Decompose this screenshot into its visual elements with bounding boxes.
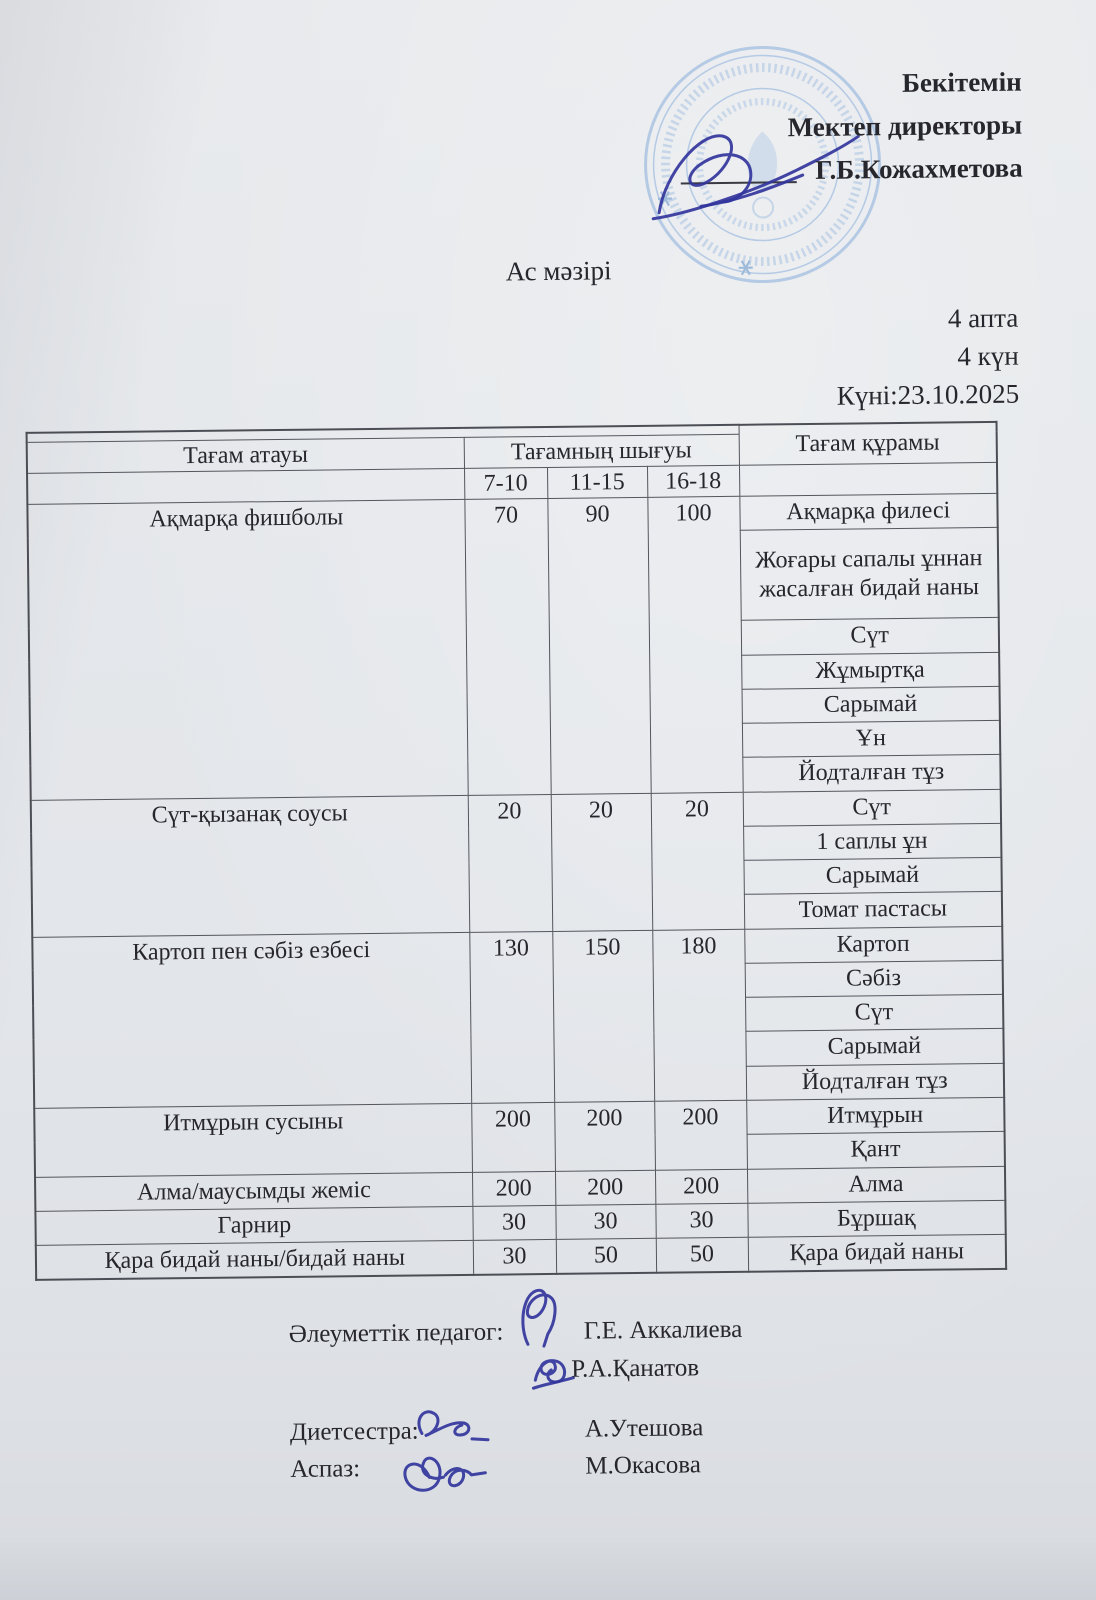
ingredient-cell: Итмұрын (746, 1097, 1004, 1134)
ingredient-cell: Қара бидай наны (748, 1234, 1006, 1272)
menu-table (26, 421, 1008, 1281)
portion-cell: 200 (555, 1170, 655, 1205)
date-label: Күні:23.10.2025 (836, 378, 1020, 411)
portion-cell: 30 (555, 1204, 655, 1239)
portion-cell: 70 (464, 498, 550, 795)
header-age-group: 16-18 (647, 465, 739, 497)
ingredient-cell: 1 саплы ұн (743, 823, 1001, 860)
portion-cell: 20 (651, 792, 745, 930)
header-yield: Тағамның шығуы (464, 434, 739, 468)
ingredient-cell: Жоғары сапалы ұннан жасалған бидай наны (740, 528, 999, 621)
social-pedagog-label: Әлеуметтік педагог: (288, 1318, 504, 1348)
diet-nurse-name: А.Утешова (584, 1414, 704, 1443)
portion-cell: 200 (654, 1100, 747, 1170)
portion-cell: 20 (551, 793, 653, 931)
dish-name-cell: Қара бидай наны/бидай наны (36, 1240, 473, 1280)
portion-cell: 50 (656, 1237, 748, 1273)
portion-cell: 50 (556, 1238, 656, 1274)
portion-cell: 150 (552, 930, 654, 1102)
ingredient-cell: Сарымай (745, 1029, 1003, 1066)
portion-cell: 30 (655, 1203, 747, 1238)
portion-cell: 100 (647, 496, 742, 793)
cook-name: М.Окасова (585, 1451, 702, 1480)
ingredient-cell: Бұршақ (747, 1200, 1005, 1237)
header-composition: Тағам құрамы (739, 422, 997, 465)
portion-cell: 130 (469, 931, 554, 1103)
ingredient-cell: Сарымай (743, 857, 1001, 894)
social-pedagog-signature (515, 1284, 564, 1349)
portion-cell: 180 (652, 929, 746, 1101)
portion-cell: 200 (472, 1171, 555, 1206)
ingredient-cell: Картоп (744, 926, 1002, 963)
week-label: 4 апта (947, 302, 1019, 334)
dish-name-cell: Алма/маусымды жеміс (35, 1172, 472, 1211)
dish-name-cell: Сүт-қызанақ соусы (31, 795, 470, 937)
portion-cell: 90 (547, 497, 650, 794)
social-pedagog-name-2: Р.А.Қанатов (571, 1354, 700, 1383)
ingredient-cell: Сүт (743, 789, 1001, 826)
social-pedagog-signature-2 (531, 1350, 575, 1394)
social-pedagog-name: Г.Е. Аккалиева (583, 1315, 743, 1345)
portion-cell: 30 (472, 1205, 555, 1240)
dish-name-cell: Картоп пен сәбіз езбесі (32, 932, 471, 1108)
portion-cell: 30 (473, 1239, 556, 1275)
cook-label: Аспаз: (290, 1455, 361, 1483)
ingredient-cell: Сәбіз (745, 960, 1003, 997)
portion-cell: 20 (468, 794, 553, 932)
portion-cell: 200 (471, 1102, 555, 1171)
header-age-group: 11-15 (547, 466, 647, 498)
approval-line-1: Бекітемін (901, 66, 1022, 98)
ingredient-cell: Сарымай (742, 686, 1000, 723)
dish-name-cell: Итмұрын сусыны (34, 1103, 472, 1176)
ingredient-cell: Сүт (741, 618, 999, 655)
approval-block (787, 61, 1023, 193)
empty-cell (739, 462, 997, 496)
day-label: 4 күн (957, 340, 1019, 372)
empty-cell (27, 468, 464, 504)
header-dish: Тағам атауы (27, 437, 464, 473)
portion-cell: 200 (655, 1169, 747, 1204)
ingredient-cell: Томат пастасы (744, 892, 1002, 929)
dish-name-cell: Ақмарқа фишболы (27, 499, 467, 800)
ingredient-cell: Ақмарқа филесі (739, 493, 997, 530)
ingredient-cell: Сүт (745, 995, 1003, 1032)
ingredient-cell: Йодталған тұз (746, 1063, 1004, 1100)
portion-cell: 200 (554, 1101, 655, 1171)
diet-nurse-signature (412, 1405, 501, 1452)
ingredient-cell: Алма (747, 1166, 1005, 1203)
diet-nurse-label: Диетсестра: (289, 1417, 419, 1446)
ingredient-cell: Жұмыртқа (741, 652, 999, 689)
approval-line-3: Г.Б.Кожахметова (815, 152, 1023, 185)
header-age-group: 7-10 (464, 467, 547, 499)
approval-line-2: Мектеп директоры (787, 109, 1023, 143)
cook-signature (395, 1447, 494, 1506)
meta-block (836, 299, 1020, 415)
ingredient-cell: Йодталған тұз (742, 755, 1000, 792)
page-title: Ас мәзірі (505, 255, 612, 287)
ingredient-cell: Ұн (742, 720, 1000, 757)
ingredient-cell: Қант (747, 1132, 1005, 1169)
dish-name-cell: Гарнир (35, 1206, 472, 1245)
